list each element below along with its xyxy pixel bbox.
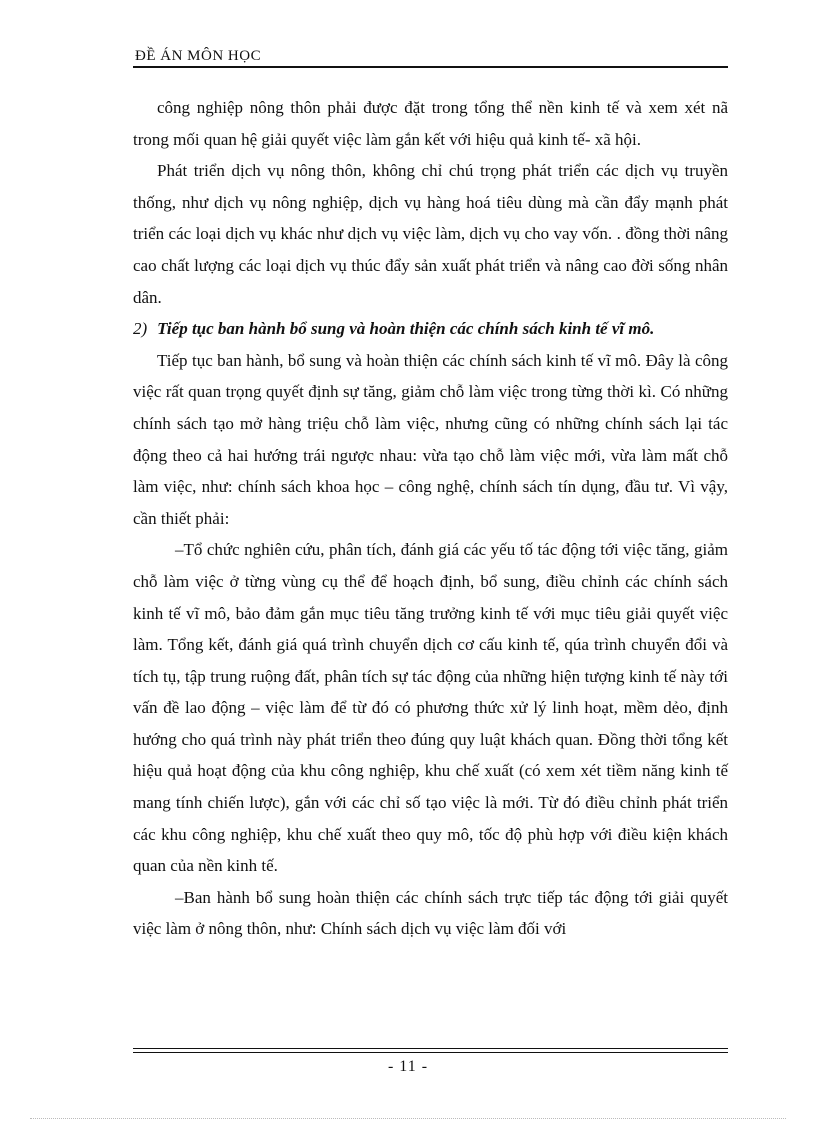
- body-text: [133, 92, 728, 945]
- section-heading-text: Tiếp tục ban hành bổ sung và hoàn thiện các chính sách kinh tế vĩ mô.: [157, 319, 655, 339]
- paragraph: –Ban hành bổ sung hoàn thiện các chính sách trực tiếp tác động tới giải quyết việc làm ở nông thôn, như: Chính sách dịch vụ việc làm đối với: [133, 887, 728, 939]
- header-rule: [133, 66, 728, 68]
- paragraph: Tiếp tục ban hành, bổ sung và hoàn thiện các chính sách kinh tế vĩ mô. Đây là công việc rất quan trọng quyết định sự tăng, giảm chỗ làm việc trong từng thời kì. Có những chính sách tạo mở hàng triệu chỗ làm việc, nhưng cũng có những chính sách lại tác động theo cả hai hướng trái ngược nhau: vừa tạo chỗ làm việc mới, vừa làm mất chỗ làm việc, như: chính sách khoa học – công nghệ, chính sách tín dụng, đầu tư. Vì vậy, cần thiết phải:: [133, 350, 728, 528]
- header-title: ĐỀ ÁN MÔN HỌC: [135, 48, 262, 64]
- section-heading: [133, 313, 728, 345]
- paragraph: –Tổ chức nghiên cứu, phân tích, đánh giá các yếu tố tác động tới việc tăng, giảm chỗ làm việc ở từng vùng cụ thể để hoạch định, bổ sung, điều chỉnh các chính sách kinh tế vĩ mô, bảo đảm gắn mục tiêu tăng trưởng kinh tế với mục tiêu giải quyết việc làm. Tổng kết, đánh giá quá trình chuyển dịch cơ cấu kinh tế, qúa trình chuyển đổi và tích tụ, tập trung ruộng đất, phân tích sự tác động của những hiện tượng kinh tế này tới vấn đề lao động – việc làm để từ đó có phương thức xử lý linh hoạt, mềm dẻo, định hướng cho quá trình này phát triển theo đúng quy luật khách quan. Đồng thời tổng kết hiệu quả hoạt động của khu công nghiệp, khu chế xuất (có xem xét tiềm năng kinh tế mang tính chiến lược), gắn với các chỉ số tạo việc là mới. Từ đó điều chỉnh phát triển các khu công nghiệp, khu chế xuất theo quy mô, tốc độ phù hợp với điều kiện khách quan của nền kinh tế.: [133, 540, 728, 876]
- paragraph: công nghiệp nông thôn phải được đặt trong tổng thể nền kinh tế và xem xét nã trong mối quan hệ giải quyết việc làm gắn kết với hiệu quả kinh tế- xã hội.: [133, 98, 728, 149]
- footer-rule: [133, 1048, 728, 1053]
- paragraph: Phát triển dịch vụ nông thôn, không chỉ chú trọng phát triển các dịch vụ truyền thống, như dịch vụ nông nghiệp, dịch vụ hàng hoá tiêu dùng mà cần đẩy mạnh phát triển các loại dịch vụ khác như dịch vụ việc làm, dịch vụ cho vay vốn. . đồng thời nâng cao chất lượng các loại dịch vụ thúc đẩy sản xuất phát triển và nâng cao đời sống nhân dân.: [133, 161, 728, 307]
- page-bottom-dotted-line: [30, 1118, 786, 1119]
- page-number: - 11 -: [387, 1058, 429, 1075]
- section-number: 2): [133, 319, 148, 339]
